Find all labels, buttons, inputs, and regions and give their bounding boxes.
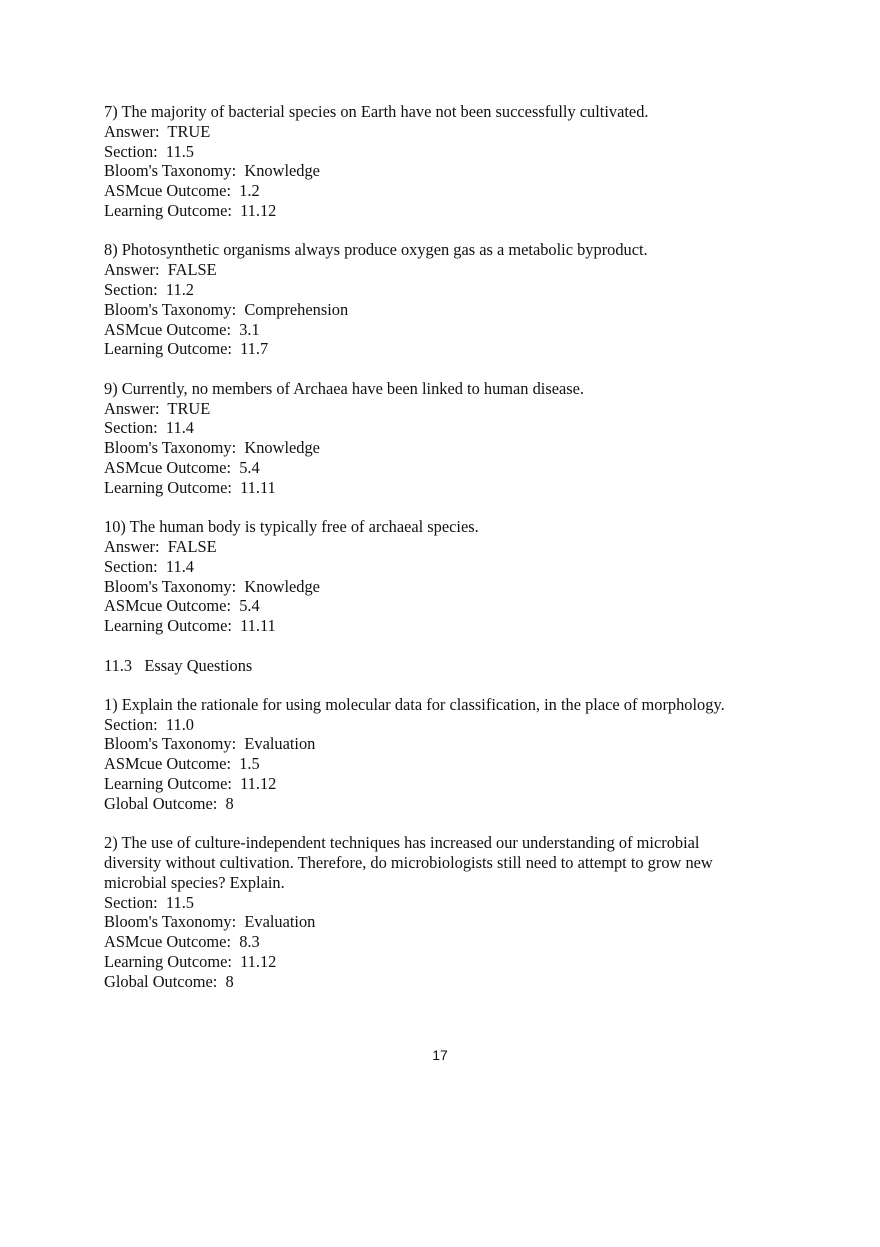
asmcue-line: ASMcue Outcome: 5.4	[104, 596, 260, 616]
bloom-line: Bloom's Taxonomy: Knowledge	[104, 438, 320, 458]
section-line: Section: 11.5	[104, 892, 194, 912]
essay-section-heading: 11.3 Essay Questions	[104, 655, 253, 675]
section-line: Section: 11.0	[104, 714, 194, 734]
learning-outcome-line: Learning Outcome: 11.7	[104, 339, 269, 359]
question-text: 7) The majority of bacterial species on Earth have not been successfully cultivated.	[104, 102, 649, 121]
essay-question-block-2	[104, 833, 804, 991]
question-block-9	[104, 379, 804, 498]
bloom-line: Bloom's Taxonomy: Knowledge	[104, 161, 320, 181]
global-outcome-line: Global Outcome: 8	[104, 971, 234, 991]
section-line: Section: 11.4	[104, 556, 194, 576]
question-text: 9) Currently, no members of Archaea have been linked to human disease.	[104, 378, 585, 398]
document-page	[104, 102, 804, 1011]
question-block-8	[104, 240, 804, 359]
learning-outcome-line: Learning Outcome: 11.12	[104, 952, 277, 972]
answer-line: Answer: FALSE	[104, 536, 217, 556]
question-text: 1) Explain the rationale for using molecular data for classification, in the place of morphology.	[104, 694, 725, 714]
asmcue-line: ASMcue Outcome: 5.4	[104, 457, 260, 477]
question-block-7	[104, 102, 804, 221]
essay-question-block-1	[104, 695, 804, 814]
section-line: Section: 11.2	[104, 279, 194, 299]
question-block-10	[104, 517, 804, 636]
bloom-line: Bloom's Taxonomy: Knowledge	[104, 576, 320, 596]
learning-outcome-line: Learning Outcome: 11.11	[104, 477, 276, 497]
answer-line: Answer: TRUE	[104, 398, 211, 418]
learning-outcome-line: Learning Outcome: 11.11	[104, 616, 276, 636]
essay-section-heading-block	[104, 656, 804, 676]
asmcue-line: ASMcue Outcome: 1.5	[104, 754, 260, 774]
answer-line: Answer: TRUE	[104, 121, 211, 141]
learning-outcome-line: Learning Outcome: 11.12	[104, 774, 277, 794]
question-text: 2) The use of culture-independent techniques has increased our understanding of microbial diversity without cultivation. Therefore, do microbiologists still need to attempt to grow new microbial species? Explain.	[104, 833, 717, 892]
global-outcome-line: Global Outcome: 8	[104, 793, 234, 813]
asmcue-line: ASMcue Outcome: 8.3	[104, 932, 260, 952]
question-text: 8) Photosynthetic organisms always produce oxygen gas as a metabolic byproduct.	[104, 240, 648, 260]
answer-line: Answer: FALSE	[104, 260, 217, 280]
question-text: 10) The human body is typically free of archaeal species.	[104, 517, 479, 537]
bloom-line: Bloom's Taxonomy: Evaluation	[104, 734, 316, 754]
section-line: Section: 11.5	[104, 141, 194, 161]
section-line: Section: 11.4	[104, 418, 194, 438]
bloom-line: Bloom's Taxonomy: Evaluation	[104, 912, 316, 932]
bloom-line: Bloom's Taxonomy: Comprehension	[104, 299, 349, 319]
learning-outcome-line: Learning Outcome: 11.12	[104, 200, 277, 220]
page-number: 17	[432, 1047, 448, 1063]
asmcue-line: ASMcue Outcome: 3.1	[104, 319, 260, 339]
asmcue-line: ASMcue Outcome: 1.2	[104, 181, 260, 201]
